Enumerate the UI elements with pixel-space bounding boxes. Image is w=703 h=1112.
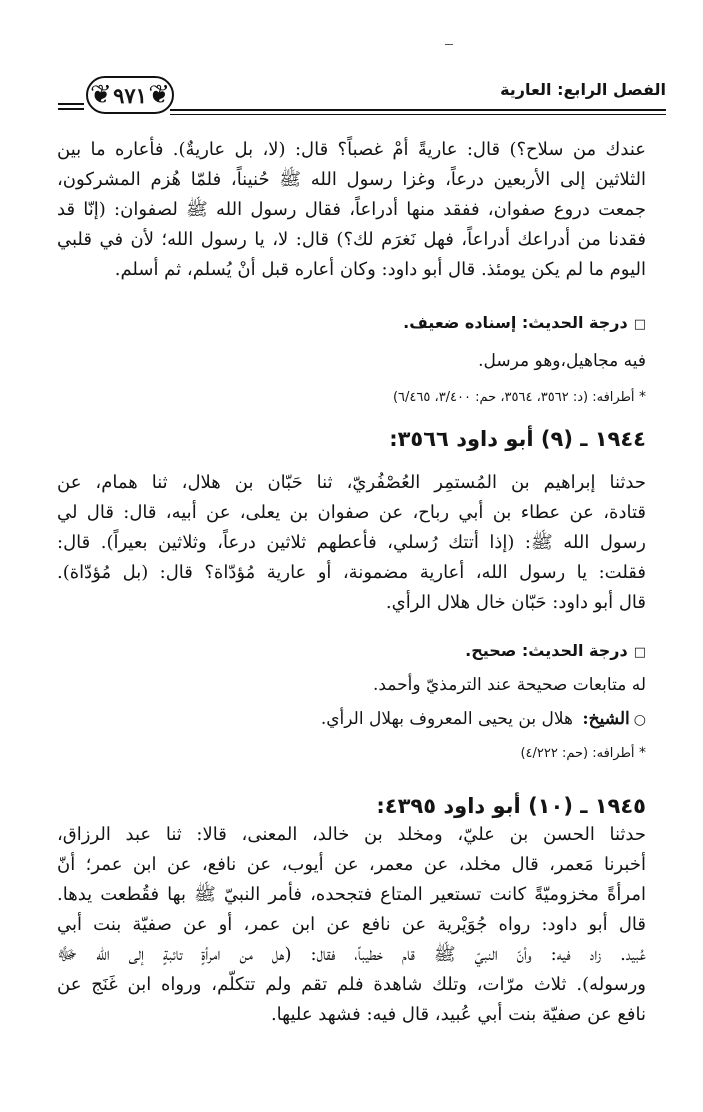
text-line: قتادة، عن عطاء بن أبي رباح، عن صفوان بن يعلى، عن أبيه، قال: قال لي <box>57 502 646 523</box>
hadith-1945-body <box>57 820 646 1030</box>
asterisk-icon: * <box>634 745 646 761</box>
text-line: قال أبو داود: رواه جُوَيْرية عن نافع عن ابن عمر، أو عن صفيّة بنت أبي <box>57 914 646 935</box>
header-rule <box>170 109 666 111</box>
hadith-1943-continued <box>57 135 646 285</box>
hadith-heading-1945: ١٩٤٥ ـ (١٠) أبو داود ٤٣٩٥: <box>376 794 646 818</box>
text-line: حدثنا الحسن بن عليّ، ومخلد بن خالد، المعنى، قالا: ثنا عبد الرزاق، <box>57 824 646 845</box>
shaykh-text: هلال بن يحيى المعروف بهلال الرأي. <box>320 709 573 729</box>
text-line: الثلاثين إلى الأربعين درعاً، وغزا رسول الله ﷺ حُنيناً، فلمّا هُزم المشركون، <box>57 169 646 190</box>
text-line: فقدنا من أدراعك أدراعاً، فهل نَغرَم لك؟) قال: لا، يا رسول الله؛ لأن في قلبي <box>57 229 646 250</box>
grade-note: فيه مجاهيل،وهو مرسل. <box>478 351 646 371</box>
page-header <box>58 70 666 122</box>
shaykh-label: الشيخ: <box>582 709 630 729</box>
square-bullet-icon: □ <box>633 645 646 660</box>
grade-note: له متابعات صحيحة عند الترمذيّ وأحمد. <box>372 675 646 695</box>
shaykh-line <box>57 704 646 734</box>
text-line: عُبيد. زاد فيه: وأنّ النبيّ ﷺ قام خطيباً، فقال: (هل من امرأةٍ تائبةٍ إلى الله ﷻ <box>57 944 646 965</box>
text-line: أخبرنا مَعمر، قال مخلد، عن معمر، عن أيوب، عن نافع، عن ابن عمر؛ أنّ <box>57 854 646 875</box>
header-rule-thin <box>170 114 666 115</box>
header-left-rule <box>58 103 84 105</box>
references-text: أطرافه: (د: ٣٥٦٢، ٣٥٦٤، حم: ٣/٤٠٠، ٦/٤٦٥) <box>392 390 635 405</box>
text-line: جمعت دروع صفوان، ففقد منها أدراعاً، فقال رسول الله ﷺ لصفوان: (إنّا قد <box>57 199 646 220</box>
chapter-title: الفصل الرابع: العارية <box>500 80 666 99</box>
text-line: ورسوله). ثلاث مرّات، وتلك شاهدة فلم تقم ولم تتكلّم، ورواه ابن غَنَج عن <box>57 974 646 995</box>
hadith-grade <box>57 308 646 338</box>
text-line: فقلت: يا رسول الله، أعارية مضمونة، أو عارية مُؤدّاة؟ قال: (بل مُؤدّاة). <box>57 562 646 583</box>
text-line: حدثنا إبراهيم بن المُستمِر العُصْفُريّ، ثنا حَبّان بن هلال، ثنا همام، عن <box>57 472 646 493</box>
hadith-1944-body <box>57 468 646 618</box>
ornament-icon: ❦ <box>148 80 170 110</box>
circle-bullet-icon: ○ <box>633 712 646 728</box>
grade-text: درجة الحديث: صحيح. <box>465 641 628 660</box>
text-line: قال أبو داود: حَبّان خال هلال الرأي. <box>385 592 646 613</box>
square-bullet-icon: □ <box>633 317 646 332</box>
text-line: رسول الله ﷺ: (إذا أتتك رُسلي، فأعطهم ثلاثين درعاً، وثلاثين بعيراً). قال: <box>57 532 646 553</box>
grade-text: درجة الحديث: إسناده ضعيف. <box>403 313 628 332</box>
text-line: نافع عن صفيّة بنت أبي عُبيد، قال فيه: فشهد عليها. <box>270 1004 646 1025</box>
page-number-frame <box>86 76 174 114</box>
references <box>57 382 646 412</box>
hadith-grade <box>57 636 646 666</box>
grade-block-1 <box>57 308 646 412</box>
asterisk-icon: * <box>634 389 646 405</box>
text-line: عندك من سلاح؟) قال: عاريةً أمْ غصباً؟ قال: (لا، بل عاريةٌ). فأعاره ما بين <box>57 139 646 160</box>
grade-block-2 <box>57 636 646 768</box>
ornament-icon: ❦ <box>90 80 112 110</box>
header-left-rule <box>58 108 84 110</box>
references-text: أطرافه: (حم: ٤/٢٢٢) <box>520 746 635 761</box>
text-line: اليوم ما لم يكن يومئذ. قال أبو داود: وكان أعاره قبل أنْ يُسلم، ثم أسلم. <box>114 259 646 280</box>
hadith-heading-1944: ١٩٤٤ ـ (٩) أبو داود ٣٥٦٦: <box>389 427 646 451</box>
text-line: امرأةً مخزوميّةً كانت تستعير المتاع فتجحده، فأمر النبيّ ﷺ بها فقُطعت يدها. <box>57 884 646 905</box>
references <box>57 738 646 768</box>
top-mark <box>445 44 453 45</box>
page-number: ٩٧١ <box>113 82 147 108</box>
